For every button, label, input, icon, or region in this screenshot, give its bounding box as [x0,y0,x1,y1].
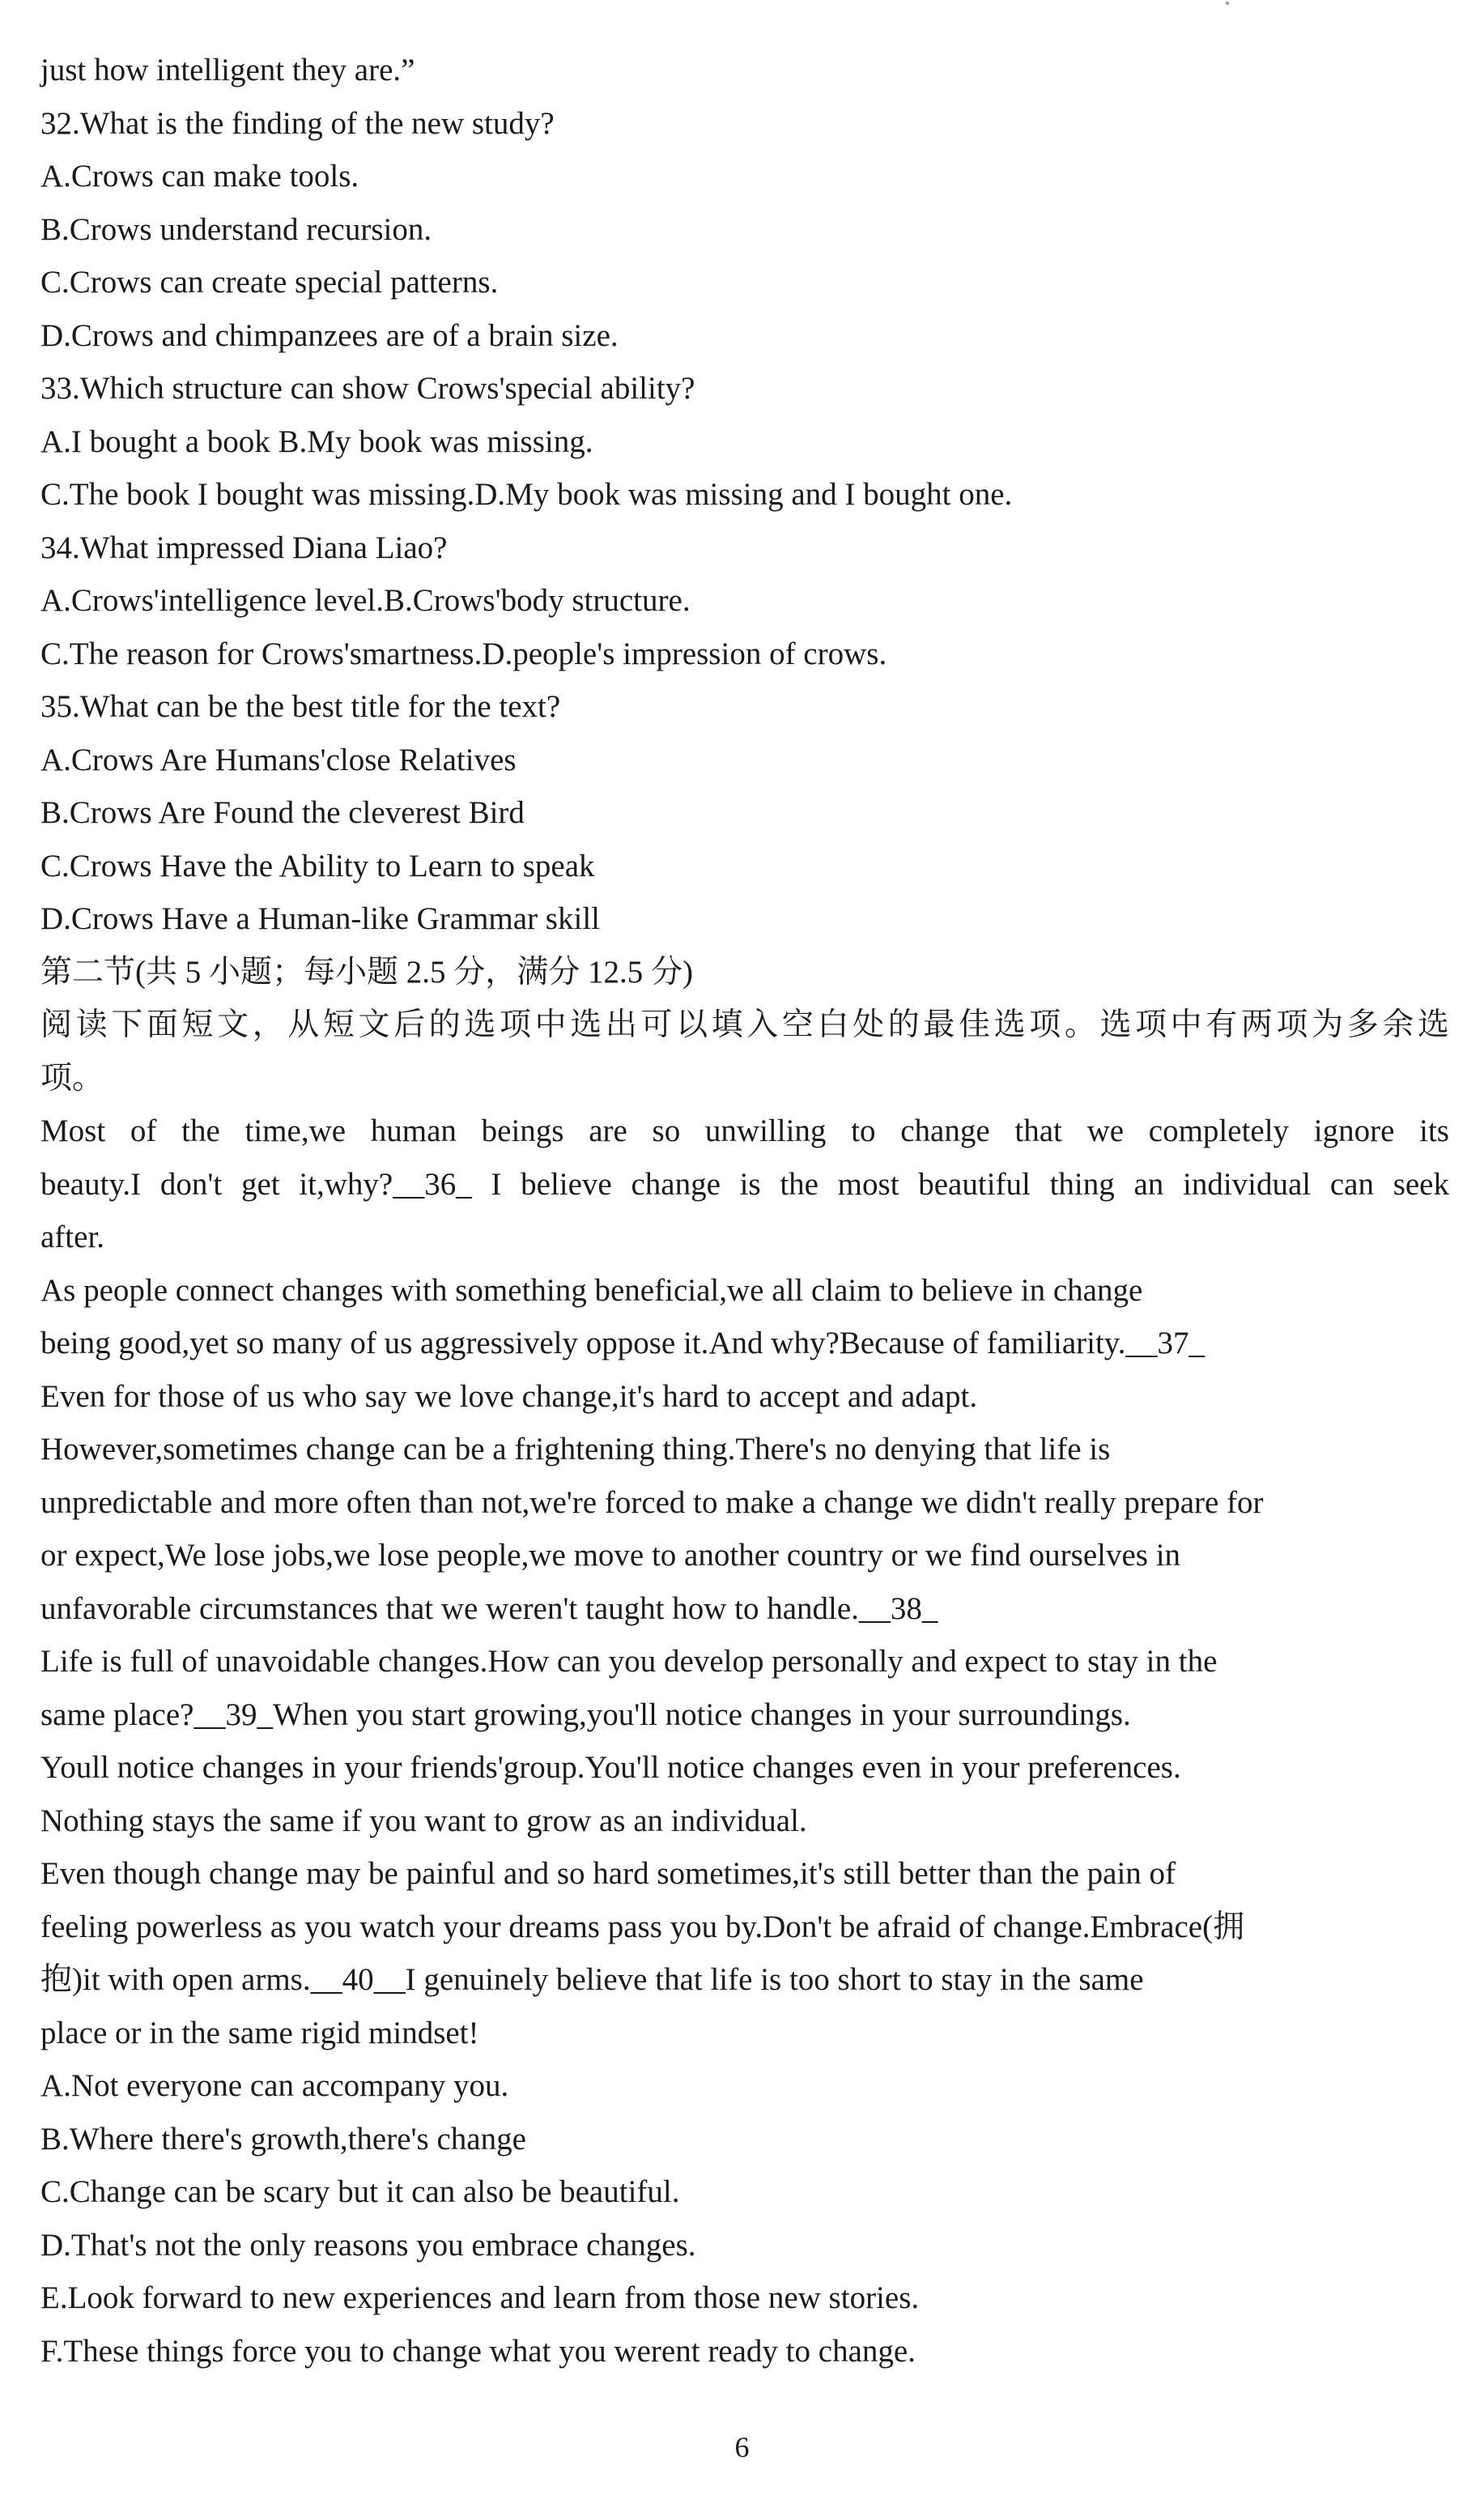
instructions-line: 阅读下面短文，从短文后的选项中选出可以填入空白处的最佳选项。选项中有两项为多余选 [40,1007,1449,1042]
passage-line: Nothing stays the same if you want to grow as an individual. [40,1803,807,1838]
option-34-ab: A.Crows'intelligence level.B.Crows'body structure. [40,583,691,618]
option-35-c: C.Crows Have the Ability to Learn to speak [40,848,595,883]
passage-line: place or in the same rigid mindset! [40,2015,479,2050]
passage-line: Youll notice changes in your friends'group.You'll notice changes even in your preferences. [40,1750,1181,1785]
section-heading: 第二节(共 5 小题；每小题 2.5 分，满分 12.5 分) [40,954,693,990]
choice-f: F.These things force you to change what you werent ready to change. [40,2333,916,2369]
passage-line: beauty.I don't get it,why?__36_ I believe change is the most beautiful thing an individual can seek [40,1166,1449,1202]
choice-e: E.Look forward to new experiences and learn from those new stories. [40,2280,920,2315]
passage-line: As people connect changes with something beneficial,we all claim to believe in change [40,1272,1143,1308]
option-32-c: C.Crows can create special patterns. [40,265,499,300]
passage-line: unpredictable and more often than not,we're forced to make a change we didn't really prepare for [40,1484,1264,1520]
text-line: just how intelligent they are.” [40,53,415,87]
page-number: 6 [734,2431,750,2463]
question-32: 32.What is the finding of the new study? [40,105,555,141]
passage-line: same place?__39_When you start growing,you'll notice changes in your surroundings. [40,1697,1131,1732]
option-32-d: D.Crows and chimpanzees are of a brain size. [40,317,619,353]
passage-line: feeling powerless as you watch your dreams pass you by.Don't be afraid of change.Embrace(拥 [40,1909,1245,1944]
option-35-a: A.Crows Are Humans'close Relatives [40,742,517,777]
option-34-cd: C.The reason for Crows'smartness.D.people's impression of crows. [40,636,887,671]
passage-line: However,sometimes change can be a frightening thing.There's no denying that life is [40,1432,1111,1467]
option-33-ab: A.I bought a book B.My book was missing. [40,424,593,459]
option-33-cd: C.The book I bought was missing.D.My book was missing and I bought one. [40,477,1013,512]
choice-d: D.That's not the only reasons you embrace changes. [40,2227,696,2263]
passage-line: Even though change may be painful and so hard sometimes,it's still better than the pain of [40,1856,1176,1891]
question-33: 33.Which structure can show Crows'special ability? [40,371,695,406]
passage-line: unfavorable circumstances that we weren't taught how to handle.__38_ [40,1590,938,1626]
choice-b: B.Where there's growth,there's change [40,2121,526,2157]
option-35-b: B.Crows Are Found the cleverest Bird [40,795,525,830]
passage-line: after. [40,1220,105,1254]
passage-line: being good,yet so many of us aggressively oppose it.And why?Because of familiarity.__37_ [40,1326,1205,1360]
passage-line: Most of the time,we human beings are so unwilling to change that we completely ignore its [40,1113,1449,1148]
passage-line: 抱)it with open arms.__40__I genuinely believe that life is too short to stay in the same [40,1962,1144,1997]
scan-speck [1226,2,1229,5]
page-content [40,44,1449,2378]
passage-line: Even for those of us who say we love change,it's hard to accept and adapt. [40,1378,978,1414]
passage-line: or expect,We lose jobs,we lose people,we move to another country or we find ourselves in [40,1538,1181,1573]
question-34: 34.What impressed Diana Liao? [40,530,448,565]
choice-a: A.Not everyone can accompany you. [40,2068,509,2103]
option-32-b: B.Crows understand recursion. [40,211,432,247]
question-35: 35.What can be the best title for the text? [40,689,561,724]
choice-c: C.Change can be scary but it can also be beautiful. [40,2174,680,2209]
option-32-a: A.Crows can make tools. [40,159,359,194]
option-35-d: D.Crows Have a Human-like Grammar skill [40,901,600,936]
instructions-line: 项。 [40,1060,104,1096]
passage-line: Life is full of unavoidable changes.How can you develop personally and expect to stay in the [40,1644,1218,1679]
